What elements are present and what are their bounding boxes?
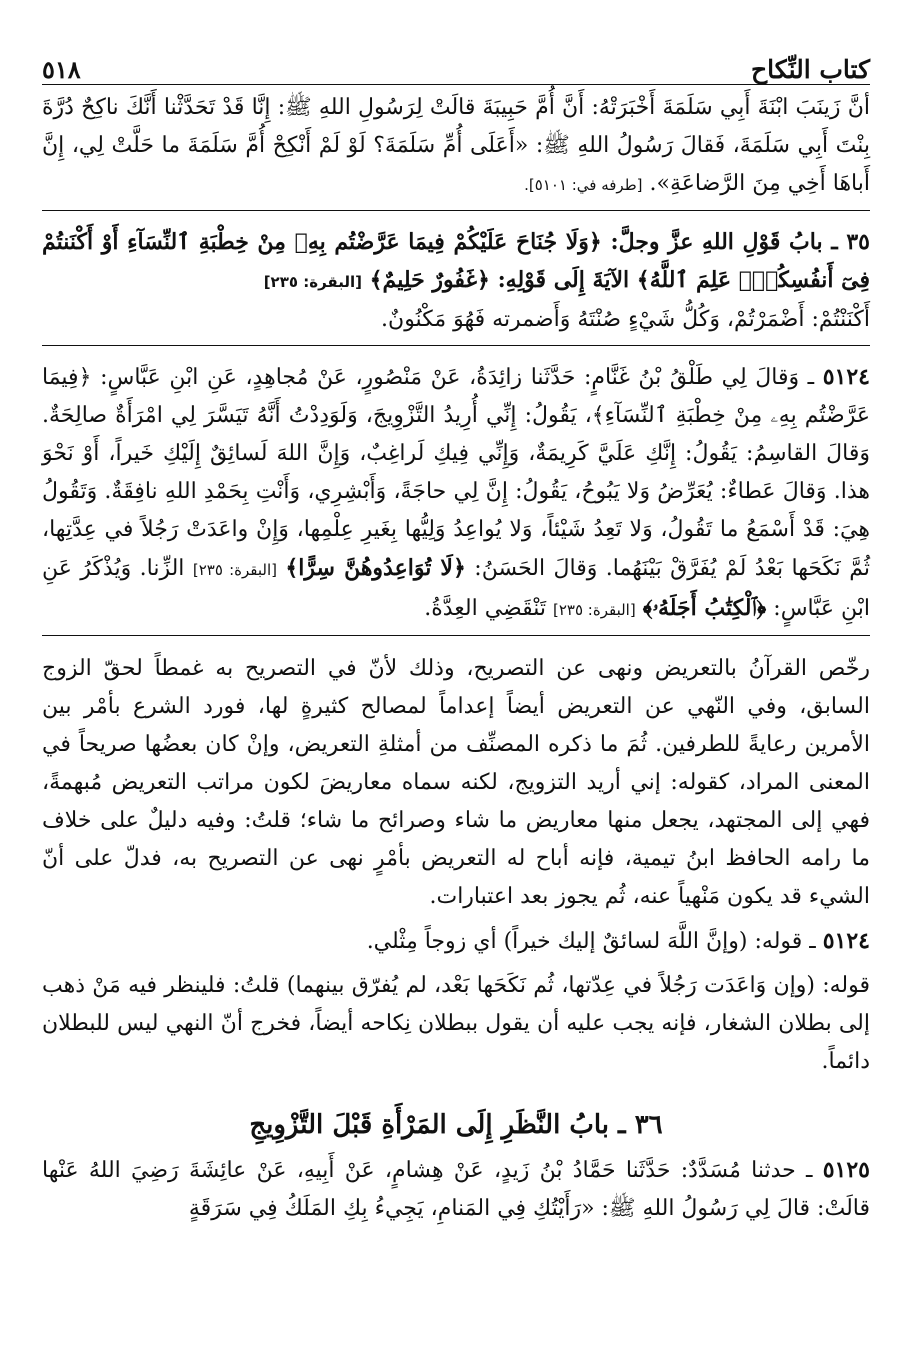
chapter-35-heading <box>42 223 870 301</box>
commentary <box>42 650 870 1081</box>
hadith-5125-number: ٥١٢٥ <box>822 1157 870 1183</box>
page-header <box>42 34 870 85</box>
hadith-5124-citation-2: [البقرة: ٢٣٥] <box>553 601 636 619</box>
commentary-note-1-text: ـ قوله: (وإنَّ اللَّهَ لسائقٌ إليك خيراً) أي زوجاً مِثْلي. <box>366 929 816 954</box>
hadith-5124-citation-1: [البقرة: ٢٣٥] <box>192 561 277 579</box>
chapter-35-title-continued: الآيَةَ إِلَى قَوْلِهِ: <box>497 267 630 293</box>
chapter-35-verse-end: ﴿غَفُورٌ حَلِيمٌ﴾ <box>369 267 490 293</box>
chapter-35-citation: [البقرة: ٢٣٥] <box>263 273 362 291</box>
commentary-note-1-number: ٥١٢٤ <box>822 928 870 954</box>
hadith-5124-body-3: تَنْقَضِي العِدَّةُ. <box>424 596 546 621</box>
hadith-top <box>42 85 870 211</box>
chapter-36-title: ٣٦ ـ بابُ النَّظَرِ إِلَى المَرْأَةِ قَبْلَ التَّزْوِيجِ <box>249 1110 663 1140</box>
hadith-5124-verse: ﴿لَا تُوَاعِدُوهُنَّ سِرًّا﴾ <box>285 555 466 581</box>
hadith-top-text <box>42 89 870 204</box>
hadith-5124-body-2: الزِّنا. وَيُذْكَرُ عَنِ ابْنِ عَبَّاسٍ: <box>42 556 870 621</box>
chapter-35-title: بابُ قَوْلِ اللهِ عزَّ وجلَّ: <box>610 229 823 255</box>
hadith-5125-text <box>42 1151 870 1228</box>
chapter-35-gloss-block <box>42 301 870 346</box>
commentary-note-1 <box>42 922 870 961</box>
hadith-5125 <box>42 1151 870 1228</box>
page-number: ٥١٨ <box>42 55 81 84</box>
hadith-5124-text <box>42 358 870 629</box>
commentary-note-2: قوله: (وإن وَاعَدَت رَجُلاً في عِدّتها، ثُم نَكَحَها بَعْد، لم يُفرّق بينهما) قلتُ: فلينظر فيه مَنْ ذهب إلى بطلان الشغار، فإنه يجب عليه أن يقول ببطلان نِكاحه أيضاً، فخرج أنّ النهي ليس للبطلان دائماً. <box>42 973 870 1074</box>
chapter-35-number: ٣٥ ـ <box>831 229 870 255</box>
chapter-35 <box>42 223 870 301</box>
chapter-35-gloss: أَكْنَنْتُمْ: أَضْمَرْتُمْ، وَكُلُّ شَيْءٍ صُنْتَهُ وَأَضمرته فَهُوَ مَكْنُونٌ. <box>381 307 870 332</box>
book-title: كتاب النِّكاح <box>751 55 870 84</box>
hadith-5124-verse-2: ﴿ٱلْكِتَٰبُ أَجَلَهُۥ﴾ <box>642 595 767 621</box>
hadith-5124-body: ـ وَقالَ لِي طَلْقُ بْنُ غَنَّامٍ: حَدَّثَنا زائِدَةُ، عَنْ مَنْصُورٍ، عَنْ مُجاهِدٍ، عَنِ ابْنِ عَبَّاسٍ: ﴿فِيمَا عَرَّضْتُم بِهِۦ مِنْ خِطْبَةِ ٱلنِّسَآءِ﴾، يَقُولُ: إِنِّي أُرِيدُ التَّزْوِيجَ، وَلَوَدِدْتُ أَنَّهُ تَيَسَّرَ لِي امْرَأَةٌ صالِحَةٌ. وَقالَ القاسِمُ: يَقُولُ: إِنَّكِ عَلَيَّ كَرِيمَةٌ، وَإِنِّي فِيكِ لَراغِبٌ، وَإِنَّ اللهَ لَسائِقٌ إِلَيْكِ خَيراً، أَوْ نَحْوَ هذا. وَقالَ عَطاءٌ: يُعَرِّضُ وَلا يَبُوحُ، يَقُولُ: إِنَّ لِي حاجَةً، وَأَبْشِرِي، وَأَنْتِ بِحَمْدِ اللهِ نافِقَةٌ. وَتَقُولُ هِيَ: قَدْ أَسْمَعُ ما تَقُولُ، وَلا تَعِدُ شَيْئاً، وَلا يُواعِدُ وَلِيُّها بِغَيرِ عِلْمِها، وَإِنْ واعَدَتْ رَجُلاً في عِدَّتِها، ثُمَّ نَكَحَها بَعْدُ لَمْ يُفَرَّقْ بَيْنَهُما. وَقالَ الحَسَنُ: <box>42 365 870 581</box>
hadith-5124 <box>42 358 870 636</box>
chapter-35-verse: ﴿وَلَا جُنَاحَ عَلَيْكُمْ فِيمَا عَرَّضْتُم بِهِۦ مِنْ خِطْبَةِ ٱلنِّسَآءِ أَوْ أَكْنَنتُمْ فِىٓ أَنفُسِكُمْۚ عَلِمَ ٱللَّهُ﴾ <box>42 229 870 293</box>
hadith-top-body: أنَّ زَينَبَ ابْنَةَ أَبِي سَلَمَةَ أَخْبَرَتْهُ: أَنَّ أُمَّ حَبِيبَةَ قالَتْ لِرَسُولِ اللهِ ﷺ: إِنَّا قَدْ تَحَدَّثْنا أَنَّكَ ناكِحٌ دُرَّةَ بِنْتَ أَبِي سَلَمَةَ، فَقالَ رَسُولُ اللهِ ﷺ: «أَعَلَى أُمِّ سَلَمَةَ؟ لَوْ لَمْ أَنْكِحْ أُمَّ سَلَمَةَ ما حَلَّتْ لِي، إِنَّ أَباهَا أَخِي مِنَ الرَّضاعَةِ». <box>42 95 870 196</box>
hadith-top-citation: [طرفه في: ٥١٠١]. <box>524 176 643 194</box>
hadith-5125-body: ـ حدثنا مُسَدَّدٌ: حَدَّثَنا حَمَّادُ بْنُ زَيدٍ، عَنْ هِشامٍ، عَنْ أَبِيهِ، عَنْ عائِشَةَ رَضِيَ اللهُ عَنْها قالَتْ: قالَ لِي رَسُولُ اللهِ ﷺ: «رَأَيْتُكِ فِي المَنامِ، يَجِيءُ بِكِ المَلَكُ فِي سَرَقَةٍ <box>42 1158 870 1221</box>
commentary-paragraph-1: رخّص القرآنُ بالتعريض ونهى عن التصريح، وذلك لأنّ في التصريح به غمطاً لحقّ الزوج السابق، وفي النّهي عن التعريض أيضاً إعداماً لمصالح كثيرةٍ لها، فورد الشرع بأمْر بين الأمرين رعايةً للطرفين. ثُمَ ما ذكره المصنِّف من أمثلةِ التعريض، وإنْ كان بعضُها صريحاً في المعنى المراد، كقوله: إني أريد التزويج، لكنه سماه معاريضَ لكون مراتب التعريض مُبهمةً، فهي إلى المجتهد، يجعل منها معاريض ما شاء وصرائح ما شاء؛ قلتُ: وفيه دليلٌ على خلاف ما رامه الحافظ ابنُ تيمية، فإنه أباح له التعريض بأمْرٍ نهى عن التصريح به، فدلّ على أنّ الشيء قد يكون مَنْهياً عنه، ثُم يجوز بعد اعتبارات. <box>42 656 870 909</box>
hadith-5124-number: ٥١٢٤ <box>822 364 870 390</box>
